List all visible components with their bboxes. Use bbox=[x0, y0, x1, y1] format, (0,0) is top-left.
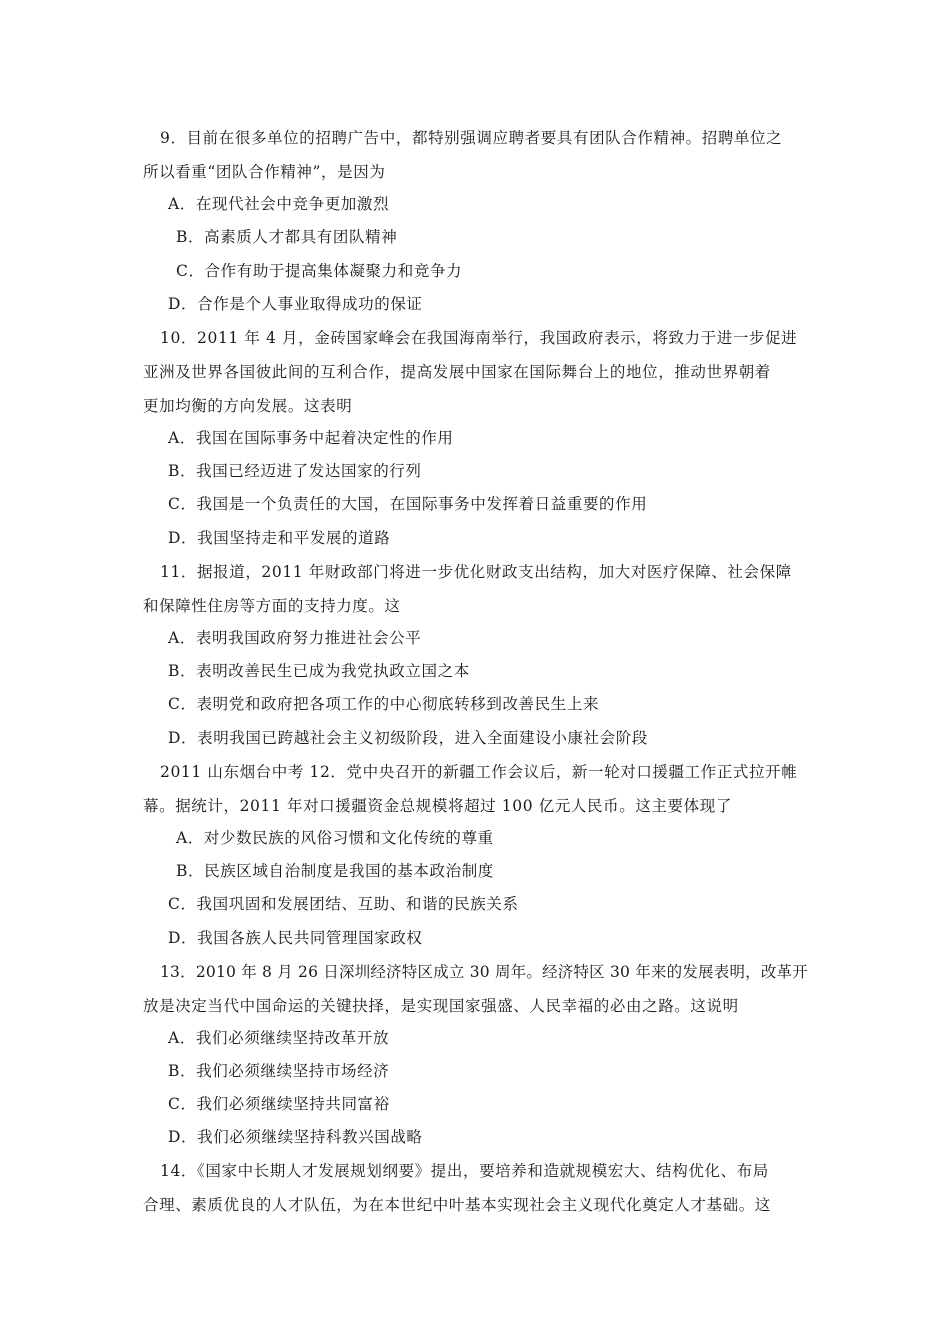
q10-option-b: B．我国已经迈进了发达国家的行列 bbox=[168, 462, 422, 480]
q13-stem-line-2: 放是决定当代中国命运的关键抉择，是实现国家强盛、人民幸福的必由之路。这说明 bbox=[143, 997, 739, 1015]
q11-stem-line-2: 和保障性住房等方面的支持力度。这 bbox=[143, 597, 401, 615]
q9-stem-line-2: 所以看重“团队合作精神”，是因为 bbox=[143, 163, 386, 181]
q10-stem-line-1: 10．2011 年 4 月，金砖国家峰会在我国海南举行，我国政府表示，将致力于进一步促进 bbox=[160, 329, 798, 347]
q11-stem-line-1: 11．据报道，2011 年财政部门将进一步优化财政支出结构，加大对医疗保障、社会保障 bbox=[160, 563, 792, 581]
q10-option-d: D．我国坚持走和平发展的道路 bbox=[168, 529, 391, 547]
q10-stem-line-3: 更加均衡的方向发展。这表明 bbox=[143, 397, 353, 415]
q9-stem-line-1: 9．目前在很多单位的招聘广告中，都特别强调应聘者要具有团队合作精神。招聘单位之 bbox=[160, 129, 783, 147]
q12-stem-line-2: 幕。据统计，2011 年对口援疆资金总规模将超过 100 亿元人民币。这主要体现了 bbox=[143, 797, 732, 815]
q11-option-b: B．表明改善民生已成为我党执政立国之本 bbox=[168, 662, 470, 680]
q13-option-d: D．我们必须继续坚持科教兴国战略 bbox=[168, 1128, 423, 1146]
q13-option-b: B．我们必须继续坚持市场经济 bbox=[168, 1062, 390, 1080]
q10-option-a: A．我国在国际事务中起着决定性的作用 bbox=[168, 429, 454, 447]
q12-stem-line-1: 2011 山东烟台中考 12．党中央召开的新疆工作会议后，新一轮对口援疆工作正式拉开帷 bbox=[160, 763, 798, 781]
q10-stem-line-2: 亚洲及世界各国彼此间的互利合作，提高发展中国家在国际舞台上的地位，推动世界朝着 bbox=[143, 363, 771, 381]
q13-option-a: A．我们必须继续坚持改革开放 bbox=[168, 1029, 390, 1047]
q14-stem-line-1: 14．《国家中长期人才发展规划纲要》提出，要培养和造就规模宏大、结构优化、布局 bbox=[160, 1162, 769, 1180]
q9-option-d: D．合作是个人事业取得成功的保证 bbox=[168, 295, 423, 313]
q11-option-a: A．表明我国政府努力推进社会公平 bbox=[168, 629, 422, 647]
q9-option-a: A．在现代社会中竞争更加激烈 bbox=[168, 195, 390, 213]
q11-option-c: C．表明党和政府把各项工作的中心彻底转移到改善民生上来 bbox=[168, 695, 600, 713]
q13-stem-line-1: 13．2010 年 8 月 26 日深圳经济特区成立 30 周年。经济特区 30 年来的发展表明，改革开 bbox=[160, 963, 808, 981]
q12-option-b: B．民族区域自治制度是我国的基本政治制度 bbox=[176, 862, 494, 880]
q12-option-a: A．对少数民族的风俗习惯和文化传统的尊重 bbox=[176, 829, 494, 847]
q10-option-c: C．我国是一个负责任的大国，在国际事务中发挥着日益重要的作用 bbox=[168, 495, 648, 513]
q9-option-b: B．高素质人才都具有团队精神 bbox=[176, 228, 398, 246]
q14-stem-line-2: 合理、素质优良的人才队伍，为在本世纪中叶基本实现社会主义现代化奠定人才基础。这 bbox=[143, 1196, 771, 1214]
q13-option-c: C．我们必须继续坚持共同富裕 bbox=[168, 1095, 390, 1113]
q12-option-d: D．我国各族人民共同管理国家政权 bbox=[168, 929, 423, 947]
q9-option-c: C．合作有助于提高集体凝聚力和竞争力 bbox=[176, 262, 463, 280]
q12-option-c: C．我国巩固和发展团结、互助、和谐的民族关系 bbox=[168, 895, 519, 913]
q11-option-d: D．表明我国已跨越社会主义初级阶段，进入全面建设小康社会阶段 bbox=[168, 729, 648, 747]
